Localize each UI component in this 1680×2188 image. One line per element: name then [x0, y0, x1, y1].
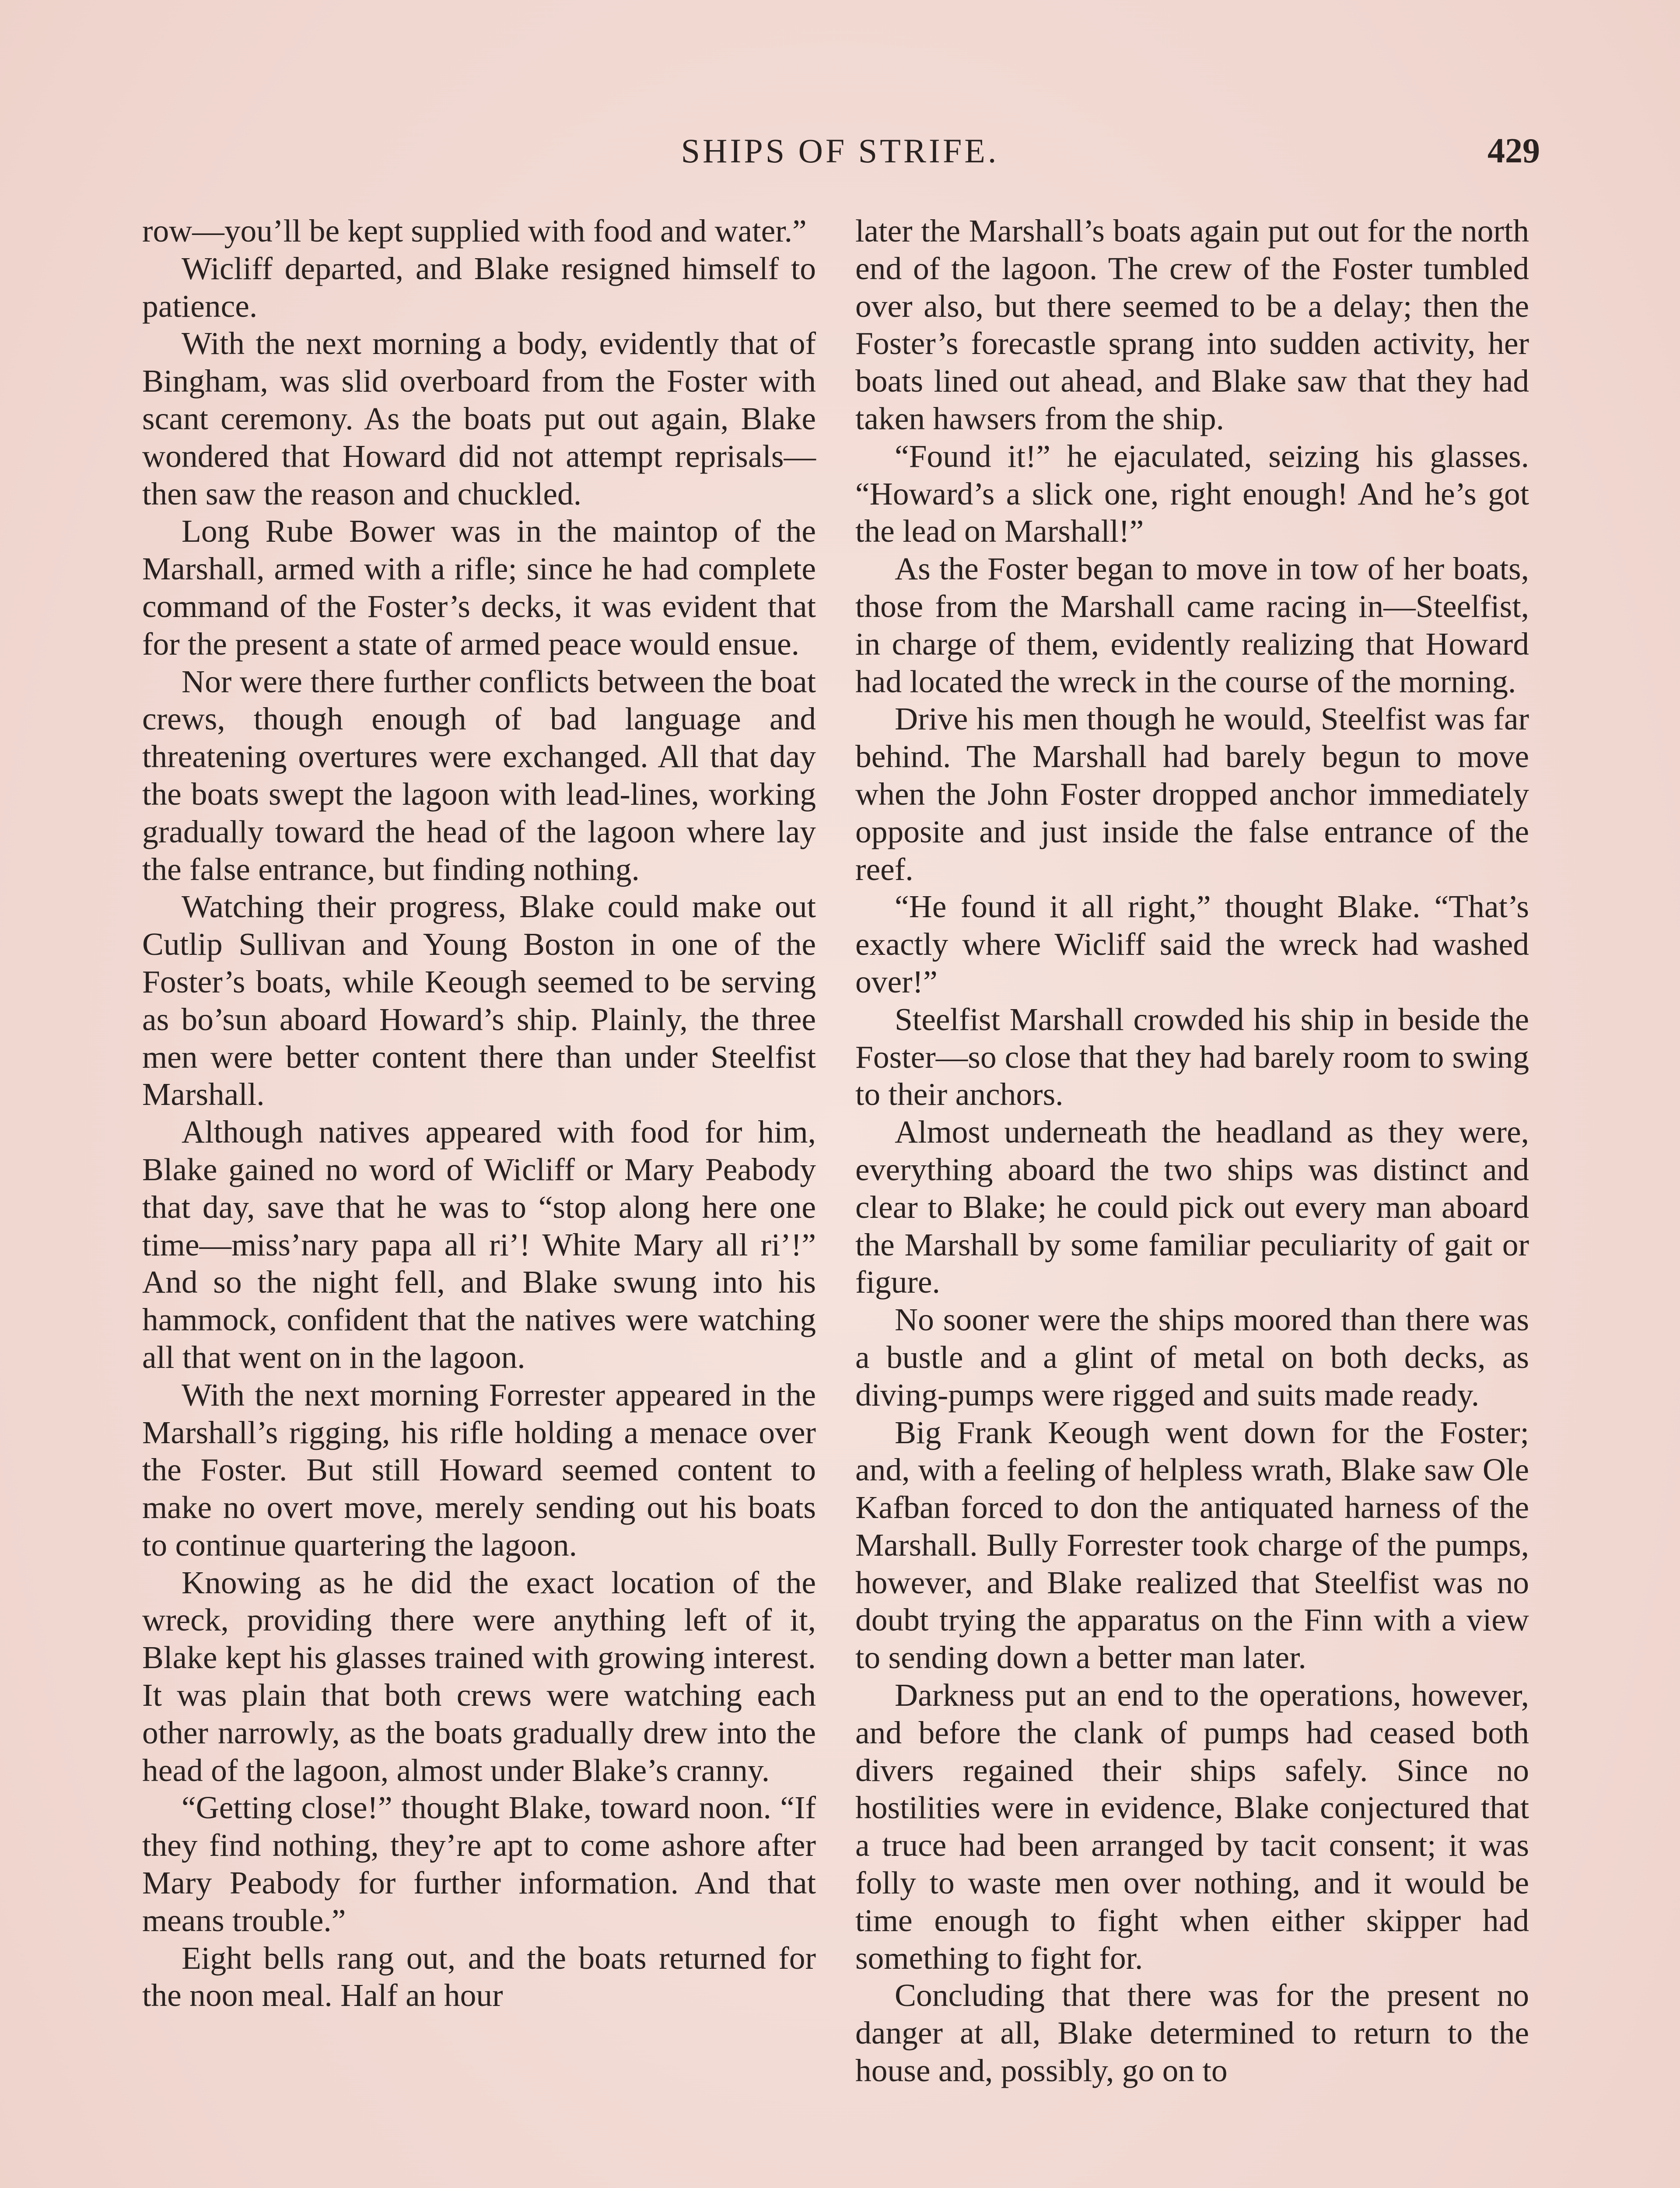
- paragraph: With the next morning a body, evidently that of Bingham, was slid overboard from the Foster with scant ceremony. As the boats put out again, Blake wondered that Howard did not attempt reprisals—then saw the reason and chuckled.: [142, 326, 816, 512]
- paragraph: later the Marshall’s boats again put out for the north end of the lagoon. The crew of the Foster tumbled over also, but there seemed to be a delay; then the Foster’s forecastle sprang into sudden activity, her boats lined out ahead, and Blake saw that they had taken hawsers from the ship.: [855, 213, 1529, 436]
- paragraph: Wicliff departed, and Blake resigned himself to patience.: [142, 250, 816, 324]
- paragraph: “Getting close!” thought Blake, toward noon. “If they find nothing, they’re apt to come ashore after Mary Peabody for further information. And that means trouble.”: [142, 1790, 816, 1938]
- paragraph: Eight bells rang out, and the boats returned for the noon meal. Half an hour: [142, 1940, 816, 2013]
- right-column: [855, 212, 1529, 2090]
- paragraph: Big Frank Keough went down for the Foster; and, with a feeling of helpless wrath, Blake saw Ole Kafban forced to don the antiquated harness of the Marshall. Bully Forrester took charge of the pumps, however, and Blake realized that Steelfist was no doubt trying the apparatus on the Finn with a view to sending down a better man later.: [855, 1414, 1529, 1676]
- paragraph: With the next morning Forrester appeared in the Marshall’s rigging, his rifle holding a menace over the Foster. But still Howard seemed content to make no overt move, merely sending out his boats to continue quartering the lagoon.: [142, 1377, 816, 1563]
- running-header: [140, 131, 1540, 179]
- paragraph: “Found it!” he ejaculated, seizing his glasses. “Howard’s a slick one, right enough! And he’s got the lead on Marshall!”: [855, 438, 1529, 549]
- paragraph: Watching their progress, Blake could make out Cutlip Sullivan and Young Boston in one of the Foster’s boats, while Keough seemed to be serving as bo’sun aboard Howard’s ship. Plainly, the three men were better content there than under Steelfist Marshall.: [142, 889, 816, 1112]
- paragraph: Steelfist Marshall crowded his ship in beside the Foster—so close that they had barely room to swing to their anchors.: [855, 1001, 1529, 1112]
- paragraph: As the Foster began to move in tow of her boats, those from the Marshall came racing in—Steelfist, in charge of them, evidently realizing that Howard had located the wreck in the course of the morning.: [855, 551, 1529, 699]
- paragraph: Drive his men though he would, Steelfist was far behind. The Marshall had barely begun to move when the John Foster dropped anchor immediately opposite and just inside the false entrance of the reef.: [855, 701, 1529, 887]
- running-title: SHIPS OF STRIFE.: [681, 132, 999, 170]
- paragraph: Long Rube Bower was in the maintop of the Marshall, armed with a rifle; since he had complete command of the Foster’s decks, it was evident that for the present a state of armed peace would ensue.: [142, 513, 816, 662]
- paragraph: Concluding that there was for the present no danger at all, Blake determined to return to the house and, possibly, go on to: [855, 1978, 1529, 2089]
- paragraph: “He found it all right,” thought Blake. “That’s exactly where Wicliff said the wreck had washed over!”: [855, 889, 1529, 999]
- page-number: 429: [1488, 132, 1540, 170]
- paragraph: row—you’ll be kept supplied with food and water.”: [142, 213, 807, 249]
- left-column: [142, 212, 816, 2014]
- paragraph: No sooner were the ships moored than there was a bustle and a glint of metal on both decks, as diving-pumps were rigged and suits made ready.: [855, 1302, 1529, 1413]
- paragraph: Although natives appeared with food for him, Blake gained no word of Wicliff or Mary Peabody that day, save that he was to “stop along here one time—miss’nary papa all ri’! White Mary all ri’!” And so the night fell, and Blake swung into his hammock, confident that the natives were watching all that went on in the lagoon.: [142, 1114, 816, 1375]
- paragraph: Knowing as he did the exact location of the wreck, providing there were anything left of it, Blake kept his glasses trained with growing interest. It was plain that both crews were watching each other narrowly, as the boats gradually drew into the head of the lagoon, almost under Blake’s cranny.: [142, 1564, 816, 1788]
- paragraph: Almost underneath the headland as they were, everything aboard the two ships was distinct and clear to Blake; he could pick out every man aboard the Marshall by some familiar peculiarity of gait or figure.: [855, 1114, 1529, 1300]
- paragraph: Darkness put an end to the operations, however, and before the clank of pumps had ceased both divers regained their ships safely. Since no hostilities were in evidence, Blake conjectured that a truce had been arranged by tacit consent; it was folly to waste men over nothing, and it would be time enough to fight when either skipper had something to fight for.: [855, 1677, 1529, 1976]
- paragraph: Nor were there further conflicts between the boat crews, though enough of bad language and threatening overtures were exchanged. All that day the boats swept the lagoon with lead-lines, working gradually toward the head of the lagoon where lay the false entrance, but finding nothing.: [142, 663, 816, 887]
